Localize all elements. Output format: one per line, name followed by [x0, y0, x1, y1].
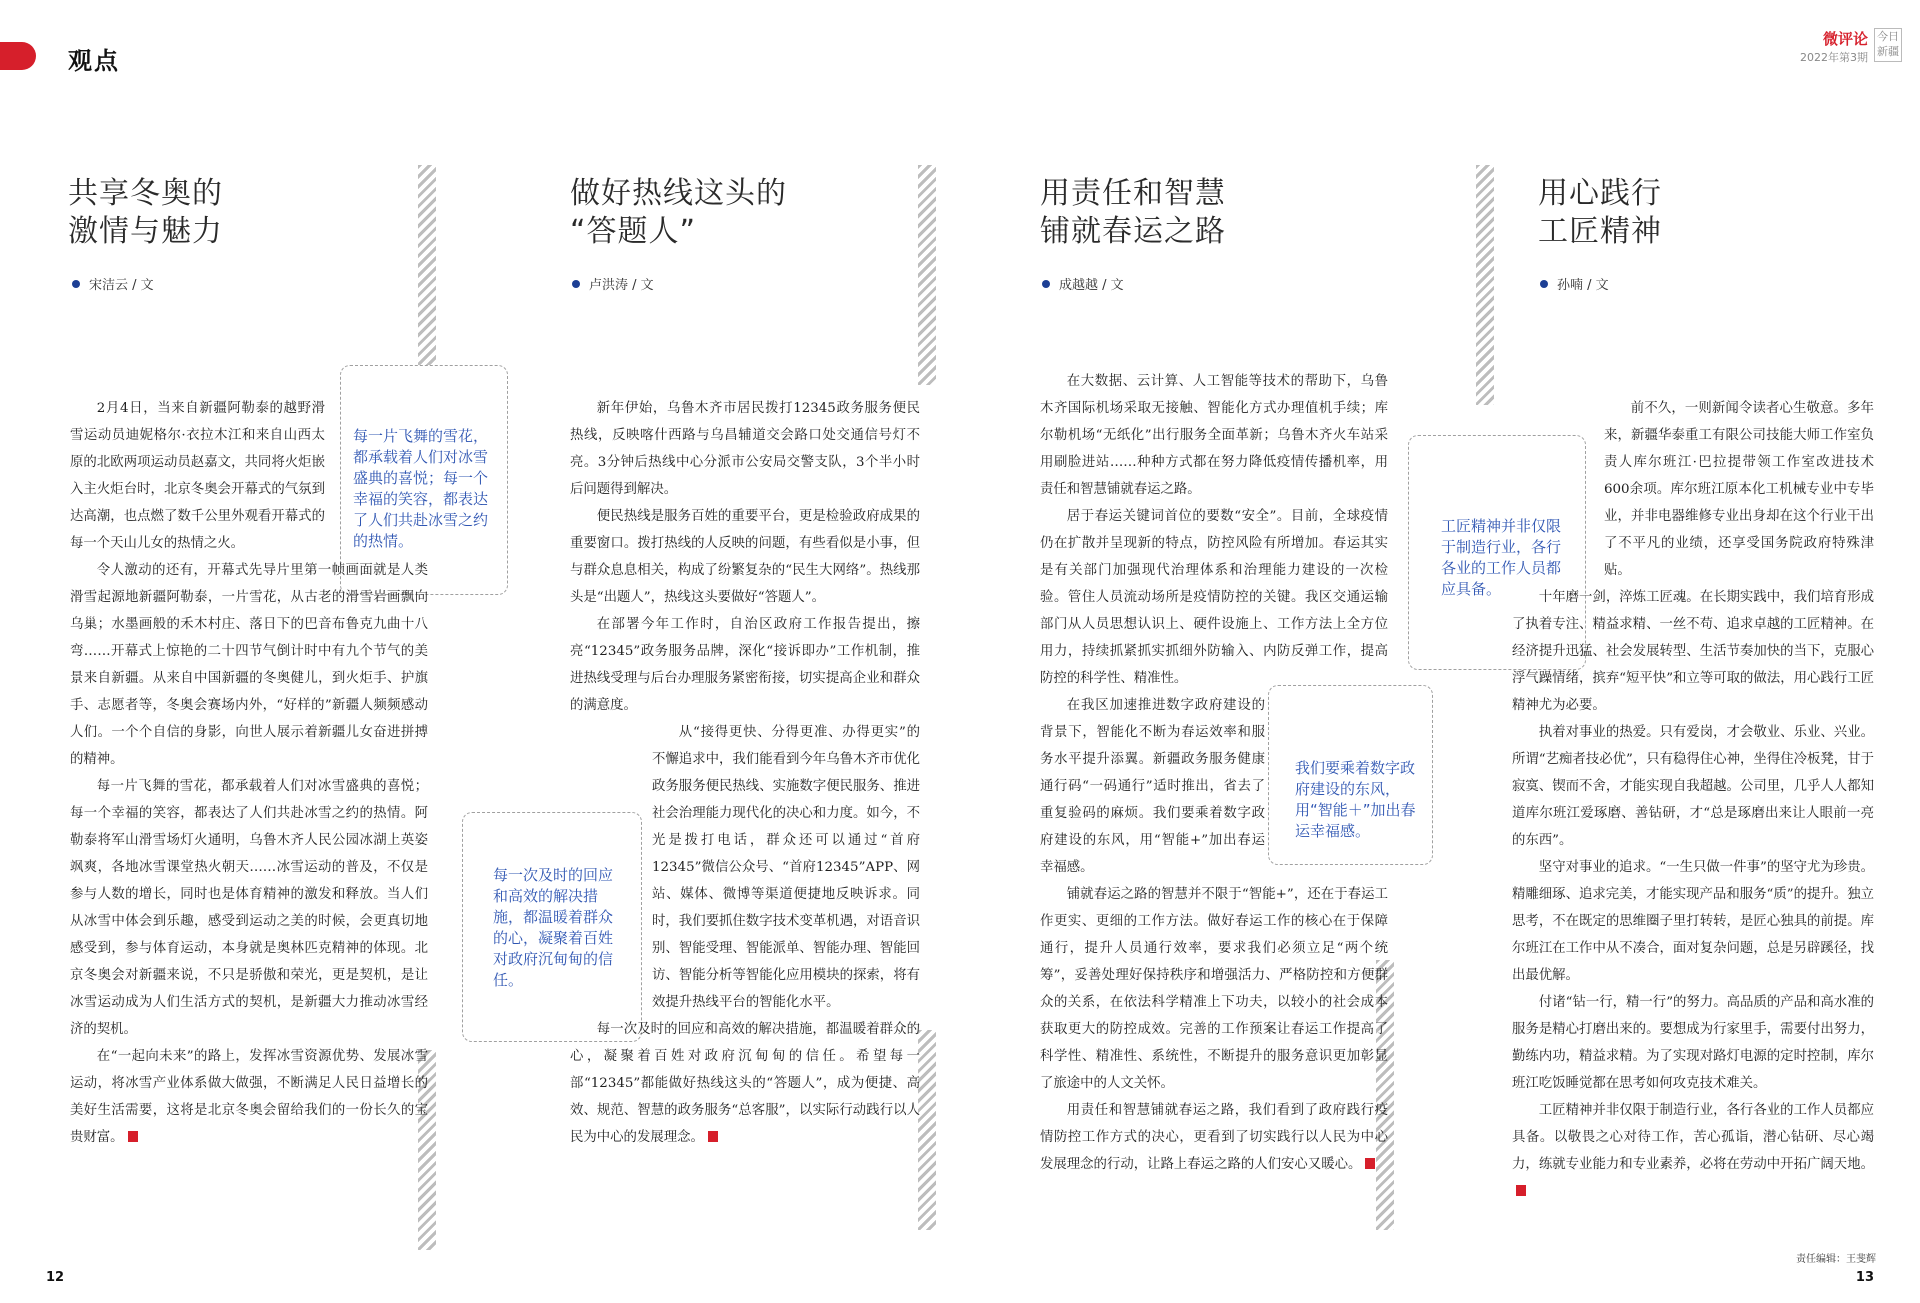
article-1-para-4 [70, 1043, 428, 1151]
end-mark-icon [1516, 1185, 1526, 1196]
article-1-title-line1: 共享冬奥的 [68, 176, 223, 211]
page-number-left: 12 [46, 1270, 65, 1285]
article-2-body [570, 395, 920, 1151]
article-4-quote-text: 工匠精神并非仅限于制造行业，各行各业的工作人员都应具备。 [1441, 517, 1562, 598]
article-4-para-5: 付诸“钻一行，精一行”的努力。高品质的产品和高水准的服务是精心打磨出来的。要想成为行家里手，需要付出努力，勤练内功，精益求精。为了实现对路灯电源的定时控制，库尔班江吃饭睡觉都在思考如何攻克技术难关。 [1512, 995, 1874, 1091]
article-4-para-6 [1512, 1097, 1874, 1205]
article-2-para-2: 便民热线是服务百姓的重要平台，更是检验政府成果的重要窗口。拨打热线的人反映的问题，有些看似是小事，但与群众息息相关，构成了纷繁复杂的“民生大网络”。热线那头是“出题人”，热线这头要做好“答题人”。 [570, 509, 920, 605]
divider-hatch-3 [1476, 165, 1494, 405]
article-3-body [1040, 368, 1388, 1178]
article-2-quote-text: 每一次及时的回应和高效的解决措施，都温暖着群众的心，凝聚着百姓对政府沉甸甸的信任。 [493, 866, 614, 989]
article-2-byline [572, 274, 654, 293]
article-4-byline [1540, 274, 1609, 293]
article-1-byline [72, 274, 154, 293]
article-2-title-line1: 做好热线这头的 [570, 176, 787, 211]
article-2-author: 卢洪涛 / 文 [589, 278, 654, 293]
article-2-para-1: 新年伊始，乌鲁木齐市居民拨打12345政务服务便民热线，反映喀什西路与乌昌辅道交会路口处交通信号灯不亮。3分钟后热线中心分派市公安局交警支队，3个半小时后问题得到解决。 [570, 401, 920, 497]
issue-label: 2022年第3期 [1800, 51, 1868, 64]
article-1-author: 宋洁云 / 文 [89, 278, 154, 293]
byline-dot-icon [572, 280, 580, 288]
article-3-para-4: 铺就春运之路的智慧并不限于“智能+”，还在于春运工作更实、更细的工作方法。做好春运工作的核心在于保障通行，提升人员通行效率，要求我们必须立足“两个统筹”，妥善处理好保持秩序和增强活力、严格防控和方便群众的关系，在依法科学精准上下功夫，以较小的社会成本获取更大的防控成效。完善的工作预案让春运工作提高了科学性、精准性、系统性，不断提升的服务意识更加彰显了旅途中的人文关怀。 [1040, 887, 1388, 1091]
article-4-para-1: 前不久，一则新闻令读者心生敬意。多年来，新疆华泰重工有限公司技能大师工作室负责人库尔班江·巴拉提带领工作室改进技术600余项。库尔班江原本化工机械专业中专毕业，并非电器维修专业出身却在这个行业干出了不平凡的业绩，还享受国务院政府特殊津贴。 [1604, 401, 1874, 578]
article-3-author: 成越越 / 文 [1059, 278, 1124, 293]
article-1-para-3: 每一片飞舞的雪花，都承载着人们对冰雪盛典的喜悦；每一个幸福的笑容，都表达了人们共赴冰雪之约的热情。阿勒泰将军山滑雪场灯火通明，乌鲁木齐人民公园冰湖上英姿飒爽，各地冰雪课堂热火朝天……冰雪运动的普及，不仅是参与人数的增长，同时也是体育精神的激发和释放。当人们从冰雪中体会到乐趣，感受到运动之美的时候，会更真切地感受到，参与体育运动，本身就是奥林匹克精神的体现。北京冬奥会对新疆来说，不只是骄傲和荣光，更是契机，是让冰雪运动成为人们生活方式的契机，是新疆大力推动冰雪经济的契机。 [70, 779, 428, 1037]
article-4-body [1512, 395, 1874, 1205]
article-2-para-5-text: 每一次及时的回应和高效的解决措施，都温暖着群众的心，凝聚着百姓对政府沉甸甸的信任。希望每一部“12345”都能做好热线这头的“答题人”，成为便捷、高效、规范、智慧的政务服务“总客服”，以实际行动践行以人民为中心的发展理念。 [570, 1022, 920, 1145]
article-4-para-4: 坚守对事业的追求。“一生只做一件事”的坚守尤为珍贵。精雕细琢、追求完美，才能实现产品和服务“质”的提升。独立思考，不在既定的思维圈子里打转转，是匠心独具的前提。库尔班江在工作中从不凑合，面对复杂问题，总是另辟蹊径，找出最优解。 [1512, 860, 1874, 983]
article-3-para-5 [1040, 1097, 1388, 1178]
brand-name: 微评论 [1822, 30, 1868, 48]
divider-hatch-2 [918, 165, 936, 385]
article-2-para-3: 在部署今年工作时，自治区政府工作报告提出，擦亮“12345”政务服务品牌，深化“接诉即办”工作机制，推进热线受理与后台办理服务紧密衔接，切实提高企业和群众的满意度。 [570, 617, 920, 713]
byline-dot-icon [1042, 280, 1050, 288]
end-mark-icon [708, 1131, 718, 1142]
article-3-title-line1: 用责任和智慧 [1040, 176, 1226, 211]
article-3-para-3: 在我区加速推进数字政府建设的背景下，智能化不断为春运效率和服务水平提升添翼。新疆政务服务健康通行码“一码通行”适时推出，省去了重复验码的麻烦。我们要乘着数字政府建设的东风，用“智能+”加出春运幸福感。 [1040, 698, 1265, 875]
article-1-para-1: 2月4日，当来自新疆阿勒泰的越野滑雪运动员迪妮格尔·衣拉木江和来自山西太原的北欧两项运动员赵嘉文，共同将火炬嵌入主火炬台时，北京冬奥会开幕式的气氛到达高潮，也点燃了数千公里外观看开幕式的每一个天山儿女的热情之火。 [70, 401, 325, 551]
brand-block [1800, 28, 1868, 65]
editor-credit: 责任编辑：王斐辉 [1796, 1254, 1876, 1265]
article-2-title [570, 175, 787, 251]
article-4-para-6-text: 工匠精神并非仅限于制造行业，各行各业的工作人员都应具备。以敬畏之心对待工作，苦心孤诣，潜心钻研、尽心竭力，练就专业能力和专业素养，必将在劳动中开拓广阔天地。 [1512, 1103, 1874, 1172]
article-2-para-4: 从“接得更快、分得更准、办得更实”的不懈追求中，我们能看到今年乌鲁木齐市优化政务服务便民热线、实施数字便民服务、推进社会治理能力现代化的决心和力度。如今，不光是拨打电话，群众还可以通过“首府12345”微信公众号、“首府12345”APP、网站、媒体、微博等渠道便捷地反映诉求。同时，我们要抓住数字技术变革机遇，对语音识别、智能受理、智能派单、智能办理、智能回访、智能分析等智能化应用模块的探索，将有效提升热线平台的智能化水平。 [652, 725, 920, 1010]
divider-hatch-2b [918, 1030, 936, 1230]
article-2-para-5 [570, 1016, 920, 1151]
end-mark-icon [1365, 1158, 1375, 1169]
byline-dot-icon [72, 280, 80, 288]
article-1-quote-text: 每一片飞舞的雪花，都承载着人们对冰雪盛典的喜悦；每一个幸福的笑容，都表达了人们共赴冰雪之约的热情。 [353, 427, 489, 550]
section-tab-marker [0, 42, 36, 70]
article-3-para-1: 在大数据、云计算、人工智能等技术的帮助下，乌鲁木齐国际机场采取无接触、智能化方式办理值机手续；库尔勒机场“无纸化”出行服务全面革新；乌鲁木齐火车站采用刷脸进站……种种方式都在努力降低疫情传播机率，用责任和智慧铺就春运之路。 [1040, 374, 1388, 497]
article-4-title [1538, 175, 1662, 251]
article-1-title [68, 175, 223, 251]
article-3-para-5-text: 用责任和智慧铺就春运之路，我们看到了政府践行疫情防控工作方式的决心，更看到了切实践行以人民为中心发展理念的行动，让路上春运之路的人们安心又暖心。 [1040, 1103, 1388, 1172]
article-3-quote-text: 我们要乘着数字政府建设的东风，用“智能＋”加出春运幸福感。 [1295, 759, 1416, 840]
section-title: 观点 [68, 47, 120, 75]
end-mark-icon [128, 1131, 138, 1142]
article-4-author: 孙喃 / 文 [1557, 278, 1609, 293]
brand-logo-box: 今日新疆 [1874, 28, 1902, 62]
article-3-title-line2: 铺就春运之路 [1040, 214, 1226, 249]
article-1-para-4-text: 在“一起向未来”的路上，发挥冰雪资源优势、发展冰雪运动，将冰雪产业体系做大做强，不断满足人民日益增长的美好生活需要，这将是北京冬奥会留给我们的一份长久的宝贵财富。 [70, 1049, 428, 1145]
page-number-right: 13 [1855, 1270, 1874, 1285]
byline-dot-icon [1540, 280, 1548, 288]
article-2-title-line2: “答题人” [570, 214, 697, 249]
article-4-para-2: 十年磨一剑，淬炼工匠魂。在长期实践中，我们培育形成了执着专注、精益求精、一丝不苟、追求卓越的工匠精神。在经济提升迅猛、社会发展转型、生活节奏加快的当下，克服心浮气躁情绪，摈弃“短平快”和立等可取的做法，用心践行工匠精神尤为必要。 [1512, 590, 1874, 713]
article-4-title-line2: 工匠精神 [1538, 214, 1662, 249]
divider-hatch-1 [418, 165, 436, 365]
article-4-title-line1: 用心践行 [1538, 176, 1662, 211]
article-3-byline [1042, 274, 1124, 293]
article-1-para-2: 令人激动的还有，开幕式先导片里第一帧画面就是人类滑雪起源地新疆阿勒泰，一片雪花，从古老的滑雪岩画飘向乌巢；水墨画般的禾木村庄、落日下的巴音布鲁克九曲十八弯……开幕式上惊艳的二十四节气倒计时中有九个节气的美景来自新疆。从来自中国新疆的冬奥健儿，到火炬手、护旗手、志愿者等，冬奥会赛场内外，“好样的”新疆人频频感动人们。一个个自信的身影，向世人展示着新疆儿女奋进拼搏的精神。 [70, 563, 428, 767]
article-1-body [70, 395, 428, 1151]
article-4-para-3: 执着对事业的热爱。只有爱岗，才会敬业、乐业、兴业。所谓“艺痴者技必优”，只有稳得住心神，坐得住冷板凳，甘于寂寞、锲而不舍，才能实现自我超越。公司里，几乎人人都知道库尔班江爱琢磨、善钻研，才“总是琢磨出来让人眼前一亮的东西”。 [1512, 725, 1874, 848]
article-1-title-line2: 激情与魅力 [68, 214, 223, 249]
article-3-para-2: 居于春运关键词首位的要数“安全”。目前，全球疫情仍在扩散并呈现新的特点，防控风险有所增加。春运其实是有关部门加强现代治理体系和治理能力建设的一次检验。管住人员流动场所是疫情防控的关键。我区交通运输部门从人员思想认识上、硬件设施上、工作方法上全方位用力，持续抓紧抓实抓细外防输入、内防反弹工作，提高防控的科学性、精准性。 [1040, 509, 1388, 686]
article-3-title [1040, 175, 1226, 251]
